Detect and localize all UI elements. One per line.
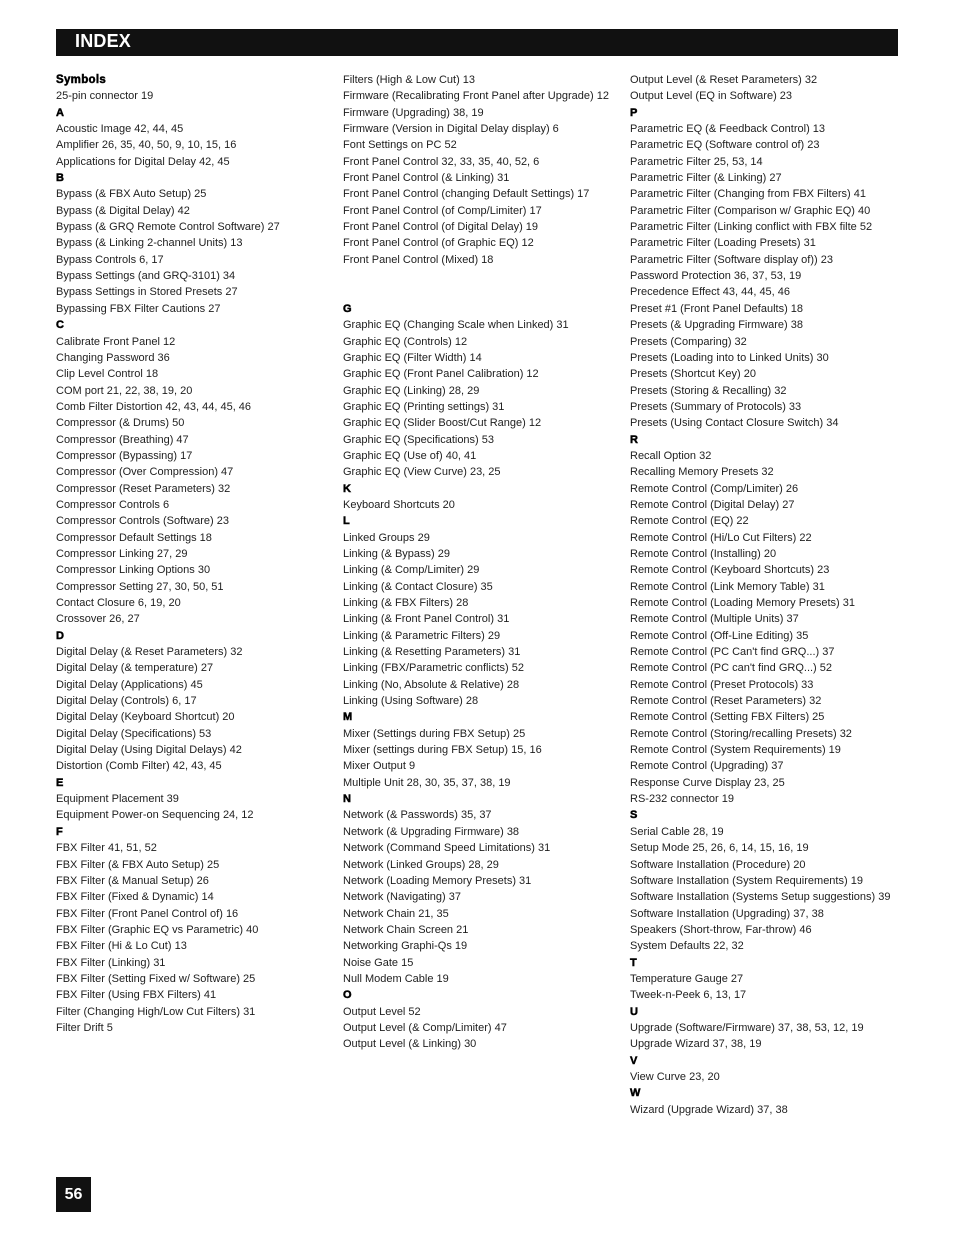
index-entry: RS-232 connector 19	[630, 793, 734, 806]
page-number: 56	[56, 1177, 91, 1212]
index-entry: Contact Closure 6, 19, 20	[56, 597, 181, 609]
section-heading: L	[343, 515, 351, 528]
index-entry: Digital Delay (Applications) 45	[56, 678, 203, 691]
index-entry: Parametric Filter (& Linking) 27	[630, 172, 782, 185]
index-entry: Bypass Settings (and GRQ-3101) 34	[56, 270, 236, 283]
index-entry: Compressor (Bypassing) 17	[56, 449, 193, 462]
index-entry: Network Chain 21, 35	[343, 907, 449, 920]
index-entry: Remote Control (Installing) 20	[630, 547, 777, 560]
index-entry: FBX Filter 41, 51, 52	[56, 842, 157, 855]
section-heading: C	[56, 319, 65, 332]
index-entry: Output Level 52	[343, 1005, 421, 1018]
index-entry: Linking (& Comp/Limiter) 29	[343, 564, 480, 577]
section-heading: D	[56, 629, 65, 642]
section-heading: G	[343, 302, 352, 315]
index-entry: Graphic EQ (Front Panel Calibration) 12	[343, 368, 539, 381]
index-entry: FBX Filter (Using FBX Filters) 41	[56, 989, 217, 1002]
header-bar	[56, 29, 898, 56]
index-entry: Network (& Passwords) 35, 37	[343, 809, 492, 822]
index-entry: Remote Control (Loading Memory Presets) 31	[630, 597, 855, 609]
index-entry: Presets (Summary of Protocols) 33	[630, 400, 802, 413]
index-entry: Speakers (Short-throw, Far-throw) 46	[630, 923, 812, 936]
index-entry: Graphic EQ (Changing Scale when Linked) 31	[343, 319, 569, 332]
column-spacer	[343, 268, 625, 284]
index-entry: Front Panel Control (of Comp/Limiter) 17	[343, 204, 542, 217]
index-entry: Recall Option 32	[630, 449, 712, 462]
index-entry: Output Level (& Reset Parameters) 32	[630, 74, 818, 86]
index-entry: Front Panel Control (Mixed) 18	[343, 253, 494, 266]
index-column-3	[630, 72, 910, 1118]
index-entry: View Curve 23, 20	[630, 1070, 720, 1083]
index-entry: Linking (Using Software) 28	[343, 695, 479, 708]
section-heading: A	[56, 106, 65, 119]
index-entry: Wizard (Upgrade Wizard) 37, 38	[630, 1103, 788, 1116]
index-entry: Serial Cable 28, 19	[630, 825, 724, 838]
index-entry: Noise Gate 15	[343, 956, 414, 969]
index-entry: Compressor (Breathing) 47	[56, 433, 189, 446]
index-entry: Presets (Storing & Recalling) 32	[630, 384, 787, 397]
index-entry: Filter (Changing High/Low Cut Filters) 31	[56, 1005, 256, 1018]
index-entry: FBX Filter (& FBX Auto Setup) 25	[56, 858, 220, 871]
index-entry: Equipment Power-on Sequencing 24, 12	[56, 809, 254, 822]
index-entry: Network (Loading Memory Presets) 31	[343, 874, 532, 887]
index-entry: Presets (Using Contact Closure Switch) 34	[630, 417, 839, 430]
section-heading: R	[630, 433, 639, 446]
index-entry: Parametric Filter (Loading Presets) 31	[630, 237, 816, 250]
index-entry: Compressor (Over Compression) 47	[56, 466, 234, 479]
index-entry: Digital Delay (Keyboard Shortcut) 20	[56, 711, 235, 724]
page-title: INDEX	[75, 31, 132, 51]
index-entry: Linked Groups 29	[343, 531, 430, 544]
index-entry: FBX Filter (Linking) 31	[56, 956, 166, 969]
index-entry: Equipment Placement 39	[56, 793, 179, 806]
index-entry: Linking (& Parametric Filters) 29	[343, 629, 501, 642]
index-entry: Compressor Setting 27, 30, 50, 51	[56, 580, 224, 593]
index-entry: Network (Navigating) 37	[343, 891, 461, 904]
index-entry: Upgrade (Software/Firmware) 37, 38, 53, 12, 19	[630, 1021, 864, 1034]
index-entry: Tweek-n-Peek 6, 13, 17	[630, 989, 747, 1002]
index-entry: Remote Control (Storing/recalling Presets) 32	[630, 727, 852, 740]
index-entry: Bypass Controls 6, 17	[56, 253, 164, 266]
index-entry: Presets (Comparing) 32	[630, 335, 747, 348]
index-entry: Linking (FBX/Parametric conflicts) 52	[343, 662, 524, 675]
index-entry: FBX Filter (Front Panel Control of) 16	[56, 907, 239, 920]
index-entry: Software Installation (Upgrading) 37, 38	[630, 907, 824, 920]
index-entry: Network (& Upgrading Firmware) 38	[343, 825, 520, 838]
section-heading: V	[630, 1054, 638, 1067]
index-entry: Setup Mode 25, 26, 6, 14, 15, 16, 19	[630, 842, 809, 855]
index-entry: FBX Filter (& Manual Setup) 26	[56, 874, 209, 887]
index-entry: Remote Control (Link Memory Table) 31	[630, 580, 825, 593]
index-entry: Digital Delay (Specifications) 53	[56, 727, 212, 740]
index-entry: COM port 21, 22, 38, 19, 20	[56, 384, 193, 397]
index-entry: Linking (& Front Panel Control) 31	[343, 613, 510, 626]
index-entry: Remote Control (Digital Delay) 27	[630, 498, 795, 511]
index-entry: Remote Control (System Requirements) 19	[630, 744, 841, 757]
index-entry: Linking (& Resetting Parameters) 31	[343, 646, 521, 659]
index-entry: FBX Filter (Setting Fixed w/ Software) 25	[56, 972, 256, 985]
index-entry: Remote Control (Comp/Limiter) 26	[630, 482, 799, 495]
index-entry: Bypassing FBX Filter Cautions 27	[56, 302, 221, 315]
index-entry: Bypass Settings in Stored Presets 27	[56, 286, 238, 299]
section-heading: M	[343, 711, 353, 724]
index-entry: Front Panel Control (& Linking) 31	[343, 172, 510, 185]
index-entry: Mixer (settings during FBX Setup) 15, 16	[343, 744, 542, 757]
index-entry: Compressor Default Settings 18	[56, 531, 212, 544]
index-entry: Temperature Gauge 27	[630, 972, 744, 985]
index-entry: Compressor Controls 6	[56, 498, 170, 511]
index-entry: Remote Control (PC Can't find GRQ...) 37	[630, 646, 835, 659]
index-entry: Software Installation (Systems Setup suggestions) 39	[630, 891, 891, 904]
index-entry: Parametric Filter (Software display of)) 23	[630, 253, 833, 266]
index-column-1	[56, 72, 336, 1036]
index-entry: Acoustic Image 42, 44, 45	[56, 123, 184, 136]
index-entry: Clip Level Control 18	[56, 368, 159, 381]
index-entry: Remote Control (Keyboard Shortcuts) 23	[630, 564, 830, 577]
section-heading: E	[56, 776, 64, 789]
section-heading: K	[343, 482, 352, 495]
section-heading: S	[630, 809, 638, 822]
index-entry: Firmware (Recalibrating Front Panel after Upgrade) 12	[343, 90, 609, 103]
index-entry: Remote Control (Reset Parameters) 32	[630, 695, 822, 708]
index-entry: Digital Delay (Controls) 6, 17	[56, 695, 197, 708]
index-entry: Bypass (& Linking 2-channel Units) 13	[56, 237, 243, 250]
index-entry: Graphic EQ (Use of) 40, 41	[343, 449, 477, 462]
index-entry: Networking Graphi-Qs 19	[343, 940, 468, 953]
index-entry: Graphic EQ (Specifications) 53	[343, 433, 495, 446]
index-entry: Parametric Filter (Changing from FBX Filters) 41	[630, 188, 866, 201]
index-entry: Digital Delay (& Reset Parameters) 32	[56, 646, 243, 659]
index-entry: Graphic EQ (Filter Width) 14	[343, 351, 482, 364]
index-entry: Bypass (& FBX Auto Setup) 25	[56, 188, 207, 201]
index-entry: Graphic EQ (View Curve) 23, 25	[343, 466, 501, 479]
index-entry: Remote Control (Preset Protocols) 33	[630, 678, 814, 691]
index-entry: Amplifier 26, 35, 40, 50, 9, 10, 15, 16	[56, 139, 237, 152]
index-entry: System Defaults 22, 32	[630, 940, 744, 953]
index-entry: Digital Delay (Using Digital Delays) 42	[56, 744, 242, 757]
index-entry: Precedence Effect 43, 44, 45, 46	[630, 286, 791, 299]
index-entry: 25-pin connector 19	[56, 90, 154, 103]
index-entry: Filter Drift 5	[56, 1021, 113, 1034]
index-entry: Mixer (Settings during FBX Setup) 25	[343, 727, 526, 740]
index-entry: Firmware (Version in Digital Delay display) 6	[343, 123, 559, 136]
index-entry: Network Chain Screen 21	[343, 923, 469, 936]
index-entry: Remote Control (Setting FBX Filters) 25	[630, 711, 825, 724]
index-entry: Front Panel Control (changing Default Settings) 17	[343, 188, 590, 201]
index-entry: Compressor Linking 27, 29	[56, 547, 188, 560]
index-entry: Parametric Filter (Linking conflict with FBX filte 52	[630, 221, 873, 234]
index-entry: Linking (& FBX Filters) 28	[343, 597, 469, 609]
section-heading: N	[343, 793, 352, 806]
index-entry: Output Level (EQ in Software) 23	[630, 90, 793, 103]
index-entry: Remote Control (Upgrading) 37	[630, 760, 784, 773]
index-entry: Graphic EQ (Printing settings) 31	[343, 400, 505, 413]
index-entry: Crossover 26, 27	[56, 613, 140, 626]
index-entry: FBX Filter (Graphic EQ vs Parametric) 40	[56, 923, 259, 936]
index-entry: Remote Control (EQ) 22	[630, 515, 749, 528]
index-entry: Response Curve Display 23, 25	[630, 776, 785, 789]
index-entry: Network (Command Speed Limitations) 31	[343, 842, 551, 855]
index-entry: Software Installation (Procedure) 20	[630, 858, 806, 871]
index-entry: Remote Control (Hi/Lo Cut Filters) 22	[630, 531, 812, 544]
index-entry: Linking (& Contact Closure) 35	[343, 580, 493, 593]
index-entry: Output Level (& Linking) 30	[343, 1038, 477, 1051]
index-entry: Recalling Memory Presets 32	[630, 466, 774, 479]
index-entry: Front Panel Control 32, 33, 35, 40, 52, 6	[343, 155, 540, 168]
section-heading: Symbols	[56, 74, 107, 86]
index-entry: Presets (Loading into to Linked Units) 30	[630, 351, 829, 364]
index-entry: Parametric Filter 25, 53, 14	[630, 155, 763, 168]
index-entry: Remote Control (Off-Line Editing) 35	[630, 629, 809, 642]
index-entry: Multiple Unit 28, 30, 35, 37, 38, 19	[343, 776, 511, 789]
index-entry: Firmware (Upgrading) 38, 19	[343, 106, 484, 119]
index-column-2	[343, 72, 625, 1053]
section-heading: F	[56, 825, 64, 838]
section-heading: P	[630, 106, 638, 119]
index-entry: Applications for Digital Delay 42, 45	[56, 155, 230, 168]
column-spacer	[343, 284, 625, 300]
index-entry: Preset #1 (Front Panel Defaults) 18	[630, 302, 804, 315]
section-heading: W	[630, 1087, 641, 1100]
index-entry: Null Modem Cable 19	[343, 972, 449, 985]
index-entry: FBX Filter (Hi & Lo Cut) 13	[56, 940, 187, 953]
index-entry: Remote Control (PC can't find GRQ...) 52	[630, 662, 833, 675]
index-entry: Front Panel Control (of Graphic EQ) 12	[343, 237, 534, 250]
index-entry: Compressor (& Drums) 50	[56, 417, 185, 430]
index-entry: Bypass (& GRQ Remote Control Software) 27	[56, 221, 280, 234]
index-entry: Parametric EQ (Software control of) 23	[630, 139, 820, 152]
index-entry: Network (Linked Groups) 28, 29	[343, 858, 499, 871]
index-entry: Bypass (& Digital Delay) 42	[56, 204, 190, 217]
index-entry: Upgrade Wizard 37, 38, 19	[630, 1038, 762, 1051]
index-entry: FBX Filter (Fixed & Dynamic) 14	[56, 891, 214, 904]
index-entry: Keyboard Shortcuts 20	[343, 498, 455, 511]
index-entry: Software Installation (System Requirements) 19	[630, 874, 863, 887]
index-entry: Parametric Filter (Comparison w/ Graphic EQ) 40	[630, 204, 871, 217]
section-heading: T	[630, 956, 638, 969]
index-entry: Output Level (& Comp/Limiter) 47	[343, 1021, 507, 1034]
index-entry: Presets (Shortcut Key) 20	[630, 368, 756, 381]
index-entry: Parametric EQ (& Feedback Control) 13	[630, 123, 826, 136]
index-entry: Linking (No, Absolute & Relative) 28	[343, 678, 520, 691]
index-entry: Calibrate Front Panel 12	[56, 335, 176, 348]
index-entry: Linking (& Bypass) 29	[343, 547, 450, 560]
index-entry: Distortion (Comb Filter) 42, 43, 45	[56, 760, 222, 773]
index-entry: Digital Delay (& temperature) 27	[56, 662, 214, 675]
index-entry: Graphic EQ (Slider Boost/Cut Range) 12	[343, 417, 542, 430]
index-entry: Font Settings on PC 52	[343, 139, 457, 152]
index-entry: Graphic EQ (Linking) 28, 29	[343, 384, 480, 397]
index-entry: Compressor Linking Options 30	[56, 564, 211, 577]
index-entry: Mixer Output 9	[343, 760, 416, 773]
index-entry: Presets (& Upgrading Firmware) 38	[630, 319, 804, 332]
index-entry: Remote Control (Multiple Units) 37	[630, 613, 799, 626]
index-entry: Compressor Controls (Software) 23	[56, 515, 230, 528]
index-entry: Password Protection 36, 37, 53, 19	[630, 270, 802, 283]
section-heading: O	[343, 989, 352, 1002]
section-heading: U	[630, 1005, 639, 1018]
index-entry: Filters (High & Low Cut) 13	[343, 74, 476, 86]
index-entry: Compressor (Reset Parameters) 32	[56, 482, 231, 495]
index-entry: Changing Password 36	[56, 351, 170, 364]
index-entry: Front Panel Control (of Digital Delay) 19	[343, 221, 539, 234]
section-heading: B	[56, 172, 65, 185]
index-entry: Graphic EQ (Controls) 12	[343, 335, 468, 348]
index-entry: Comb Filter Distortion 42, 43, 44, 45, 46	[56, 400, 252, 413]
